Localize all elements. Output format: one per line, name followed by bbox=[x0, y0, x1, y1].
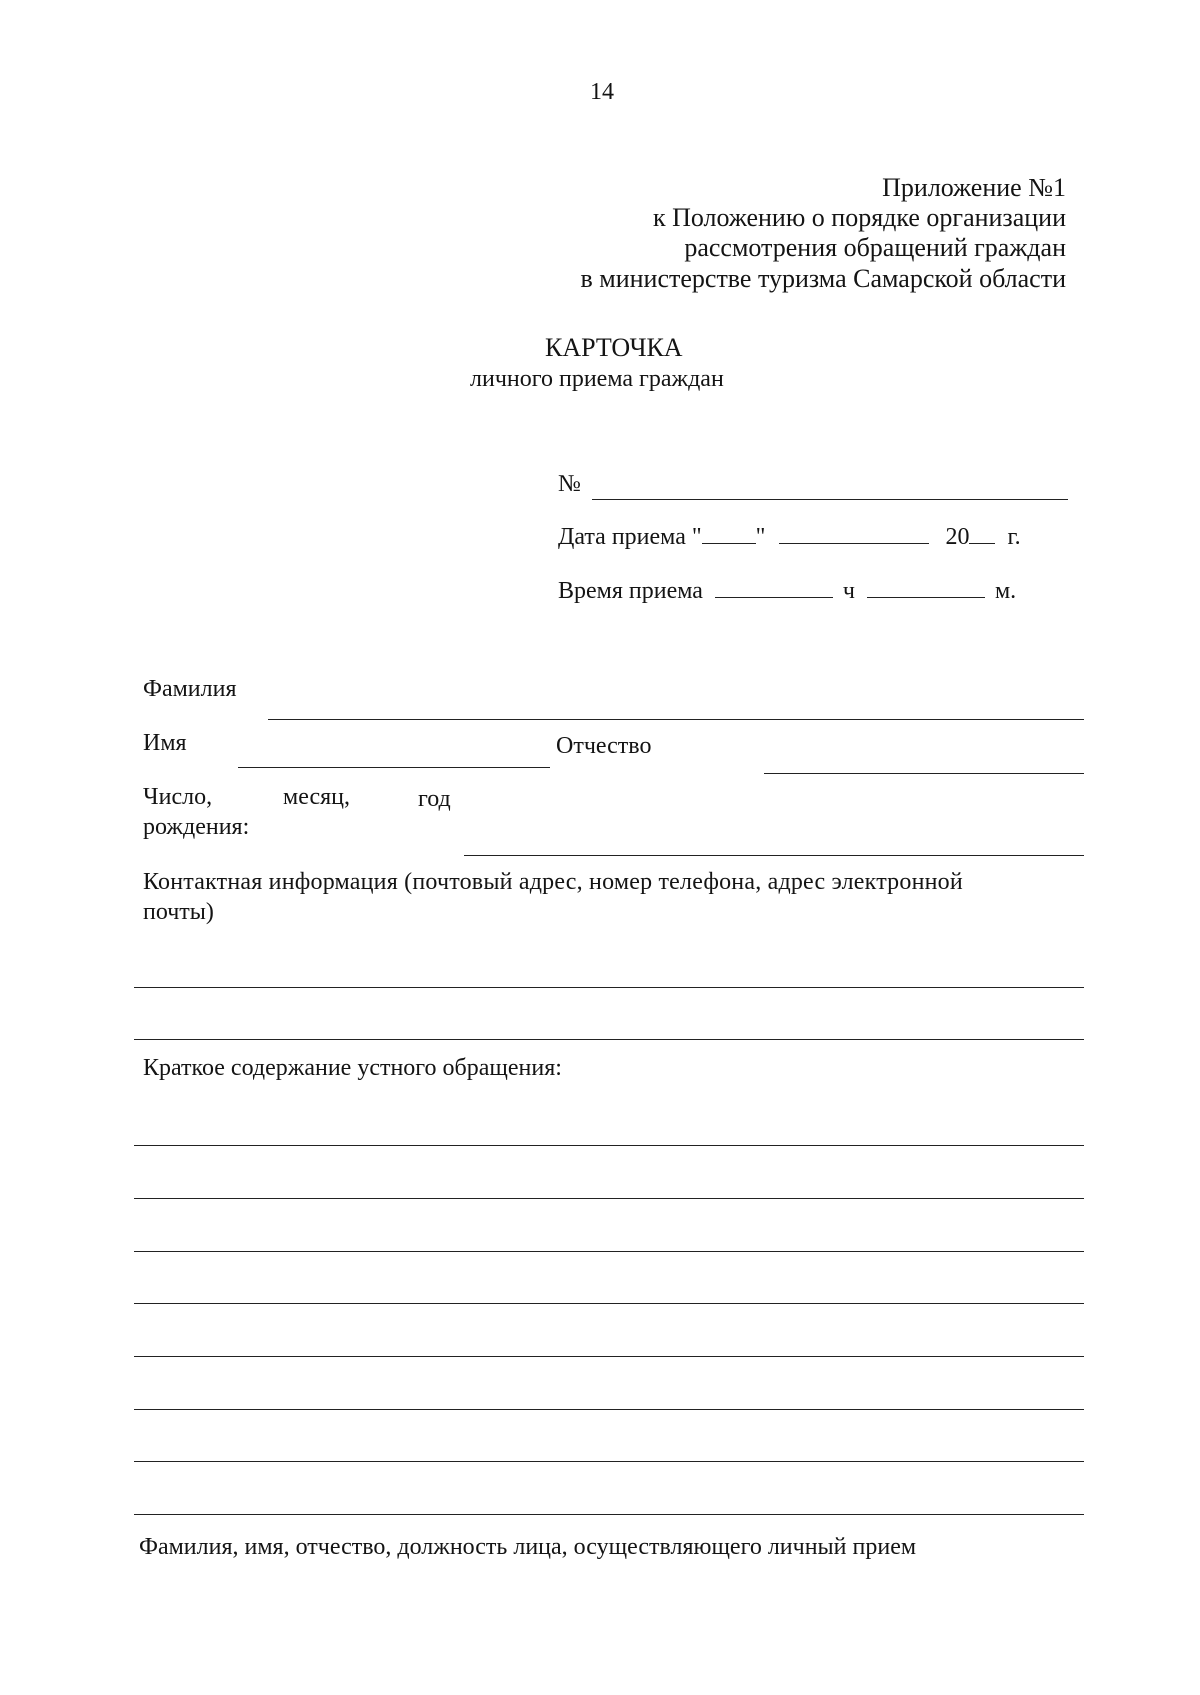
birth-label-word-1: Число, bbox=[143, 784, 213, 810]
appendix-title: Приложение №1 bbox=[882, 173, 1066, 202]
name-label: Имя bbox=[143, 730, 187, 756]
surname-label: Фамилия bbox=[143, 676, 237, 702]
summary-line-4[interactable] bbox=[134, 1303, 1084, 1304]
official-label: Фамилия, имя, отчество, должность лица, осуществляющего личный прием bbox=[139, 1534, 917, 1560]
contact-label-line-1: Контактная информация (почтовый адрес, номер телефона, адрес электронной bbox=[143, 869, 963, 895]
contact-field-line-1[interactable] bbox=[134, 987, 1084, 988]
date-year-suffix: г. bbox=[1007, 524, 1021, 550]
date-year-field[interactable] bbox=[969, 523, 995, 544]
summary-line-3[interactable] bbox=[134, 1251, 1084, 1252]
summary-line-1[interactable] bbox=[134, 1145, 1084, 1146]
number-field[interactable] bbox=[592, 499, 1068, 500]
date-day-field[interactable] bbox=[702, 523, 756, 544]
time-label: Время приема bbox=[558, 578, 703, 604]
date-label: Дата приема " bbox=[558, 524, 702, 550]
patronymic-field[interactable] bbox=[764, 773, 1084, 774]
summary-line-2[interactable] bbox=[134, 1198, 1084, 1199]
summary-line-7[interactable] bbox=[134, 1461, 1084, 1462]
birth-label-word-4: рождения: bbox=[143, 814, 250, 840]
birth-label-word-2: месяц, bbox=[283, 784, 350, 810]
time-minutes-field[interactable] bbox=[867, 577, 985, 598]
date-row bbox=[558, 523, 1021, 549]
card-subtitle: личного приема граждан bbox=[470, 366, 724, 392]
card-title: КАРТОЧКА bbox=[545, 333, 683, 362]
time-hours-label: ч bbox=[842, 578, 855, 604]
page-number: 14 bbox=[590, 79, 614, 105]
patronymic-label: Отчество bbox=[556, 733, 652, 759]
date-year-prefix: 20 bbox=[945, 524, 970, 550]
time-hours-field[interactable] bbox=[715, 577, 833, 598]
time-minutes-label: м. bbox=[994, 578, 1017, 604]
summary-label: Краткое содержание устного обращения: bbox=[143, 1055, 562, 1081]
contact-field-line-2[interactable] bbox=[134, 1039, 1084, 1040]
name-field[interactable] bbox=[238, 767, 550, 768]
surname-field[interactable] bbox=[268, 719, 1084, 720]
contact-label-line-2: почты) bbox=[143, 899, 214, 925]
summary-line-6[interactable] bbox=[134, 1409, 1084, 1410]
appendix-line-4: в министерстве туризма Самарской области bbox=[580, 264, 1066, 293]
number-label: № bbox=[558, 471, 581, 497]
time-row bbox=[558, 577, 1016, 603]
date-quote-close: " bbox=[755, 524, 766, 550]
appendix-line-2: к Положению о порядке организации bbox=[652, 203, 1066, 232]
date-month-field[interactable] bbox=[779, 523, 929, 544]
summary-line-8[interactable] bbox=[134, 1514, 1084, 1515]
birth-date-field[interactable] bbox=[464, 855, 1084, 856]
appendix-line-3: рассмотрения обращений граждан bbox=[684, 233, 1066, 262]
birth-label-word-3: год bbox=[418, 786, 451, 812]
summary-line-5[interactable] bbox=[134, 1356, 1084, 1357]
